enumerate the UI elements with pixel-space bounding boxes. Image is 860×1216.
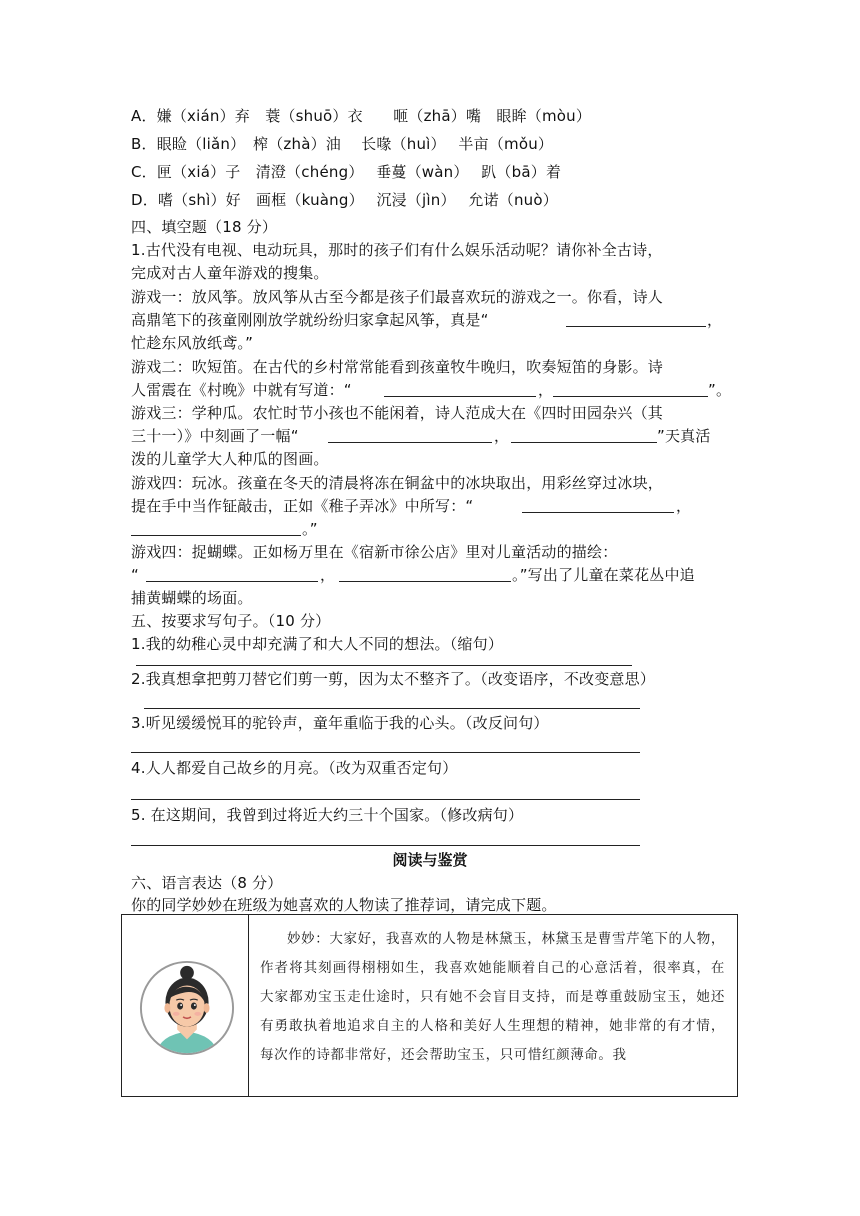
answer-blank[interactable] <box>339 581 511 582</box>
answer-line[interactable] <box>136 665 632 666</box>
answer-blank[interactable] <box>131 535 301 536</box>
s4-line: 提在手中当作钲敲击，正如《稚子弄冰》中所写：“ <box>131 497 474 515</box>
s4-line: 泼的儿童学大人种瓜的图画。 <box>131 450 329 468</box>
card-text <box>260 925 725 1070</box>
s5-item-4: 4.人人都爱自己故乡的月亮。（改为双重否定句） <box>131 759 458 777</box>
s4-line: 游戏三：学种瓜。农忙时节小孩也不能闲着，诗人范成大在《四时田园杂兴（其 <box>131 404 664 422</box>
answer-line[interactable] <box>131 845 640 846</box>
card-divider <box>248 915 249 1096</box>
girl-avatar-icon <box>138 959 236 1057</box>
s4-comma: ， <box>320 566 336 584</box>
recommendation-card <box>121 914 738 1097</box>
s4-line: 游戏二：吹短笛。在古代的乡村常常能看到孩童牧牛晚归，吹奏短笛的身影。诗 <box>131 358 664 376</box>
option-c: C．匣（xiá）子 清澄（chéng） 垂蔓（wàn） 趴（bā）着 <box>131 163 562 181</box>
s4-line: 1.古代没有电视、电动玩具，那时的孩子们有什么娱乐活动呢？请你补全古诗， <box>131 241 663 259</box>
answer-blank[interactable] <box>328 442 492 443</box>
section4-heading: 四、填空题（18 分） <box>131 218 278 236</box>
s4-line: 三十一）》中刻画了一幅“ <box>131 427 299 445</box>
s5-item-5: 5. 在这期间，我曾到过将近大约三十个国家。（修改病句） <box>131 806 524 824</box>
s4-comma: ， <box>707 311 723 329</box>
s4-line: 游戏四：捉蝴蝶。正如杨万里在《宿新市徐公店》里对儿童活动的描绘： <box>131 543 618 561</box>
s4-line: 。”写出了儿童在菜花丛中追 <box>512 566 695 584</box>
card-paragraph: 妙妙：大家好，我喜欢的人物是林黛玉，林黛玉是曹雪芹笔下的人物，作者将其刻画得栩栩如生，我喜欢她能顺着自己的心意活着，很率真，在大家都劝宝玉走仕途时，只有她不会盲目支持，而是尊重鼓励宝玉，她还有勇敢执着地追求自主的人格和美好人生理想的精神，她非常的有才情，每次作的诗都非常好，还会帮助宝玉，只可惜红颜薄命。我 <box>260 931 725 1063</box>
option-d: D．嗜（shì）好 画框（kuàng） 沉浸（jìn） 允诺（nuò） <box>131 191 558 209</box>
answer-line[interactable] <box>131 752 640 753</box>
s5-item-3: 3.听见缓缓悦耳的驼铃声，童年重临于我的心头。（改反问句） <box>131 714 549 732</box>
s5-item-2: 2.我真想拿把剪刀替它们剪一剪，因为太不整齐了。（改变语序，不改变意思） <box>131 670 656 688</box>
s4-line: 游戏一：放风筝。放风筝从古至今都是孩子们最喜欢玩的游戏之一。你看，诗人 <box>131 288 664 306</box>
section6-intro: 你的同学妙妙在班级为她喜欢的人物读了推荐词，请完成下题。 <box>131 896 557 914</box>
s4-line: 。” <box>302 520 318 538</box>
option-b: B．眼睑（liǎn） 榨（zhà）油 长喙（huì） 半亩（mǒu） <box>131 135 554 153</box>
section6-heading: 六、语言表达（8 分） <box>131 874 283 892</box>
s4-line: 游戏四：玩冰。孩童在冬天的清晨将冻在铜盆中的冰块取出，用彩丝穿过冰块， <box>131 474 664 492</box>
answer-blank[interactable] <box>146 581 318 582</box>
option-a: A．嫌（xián）弃 蓑（shuō）衣 咂（zhā）嘴 眼眸（mòu） <box>131 107 592 125</box>
s4-line: 人雷震在《村晚》中就有写道：“ <box>131 381 352 399</box>
answer-blank[interactable] <box>522 512 674 513</box>
s4-line: 完成对古人童年游戏的搜集。 <box>131 264 329 282</box>
s4-line: ”天真活 <box>657 427 711 445</box>
s4-comma: ， <box>494 427 510 445</box>
s4-line: 高鼎笔下的孩童刚刚放学就纷纷归家拿起风筝，真是“ <box>131 311 489 329</box>
answer-blank[interactable] <box>511 442 657 443</box>
answer-blank[interactable] <box>566 326 706 327</box>
answer-line[interactable] <box>131 799 640 800</box>
reading-title: 阅读与鉴赏 <box>392 851 468 869</box>
s5-item-1: 1.我的幼稚心灵中却充满了和大人不同的想法。（缩句） <box>131 635 504 653</box>
s4-comma: ， <box>676 497 692 515</box>
s4-endquote: ”。 <box>708 381 732 399</box>
section5-heading: 五、按要求写句子。（10 分） <box>131 612 331 630</box>
answer-blank[interactable] <box>553 396 708 397</box>
answer-line[interactable] <box>144 708 640 709</box>
s4-line: 捕黄蝴蝶的场面。 <box>131 589 253 607</box>
s4-line: 忙趁东风放纸鸢。” <box>131 334 254 352</box>
answer-blank[interactable] <box>384 396 536 397</box>
s4-comma: ， <box>538 381 554 399</box>
s4-line: “ <box>131 566 139 584</box>
